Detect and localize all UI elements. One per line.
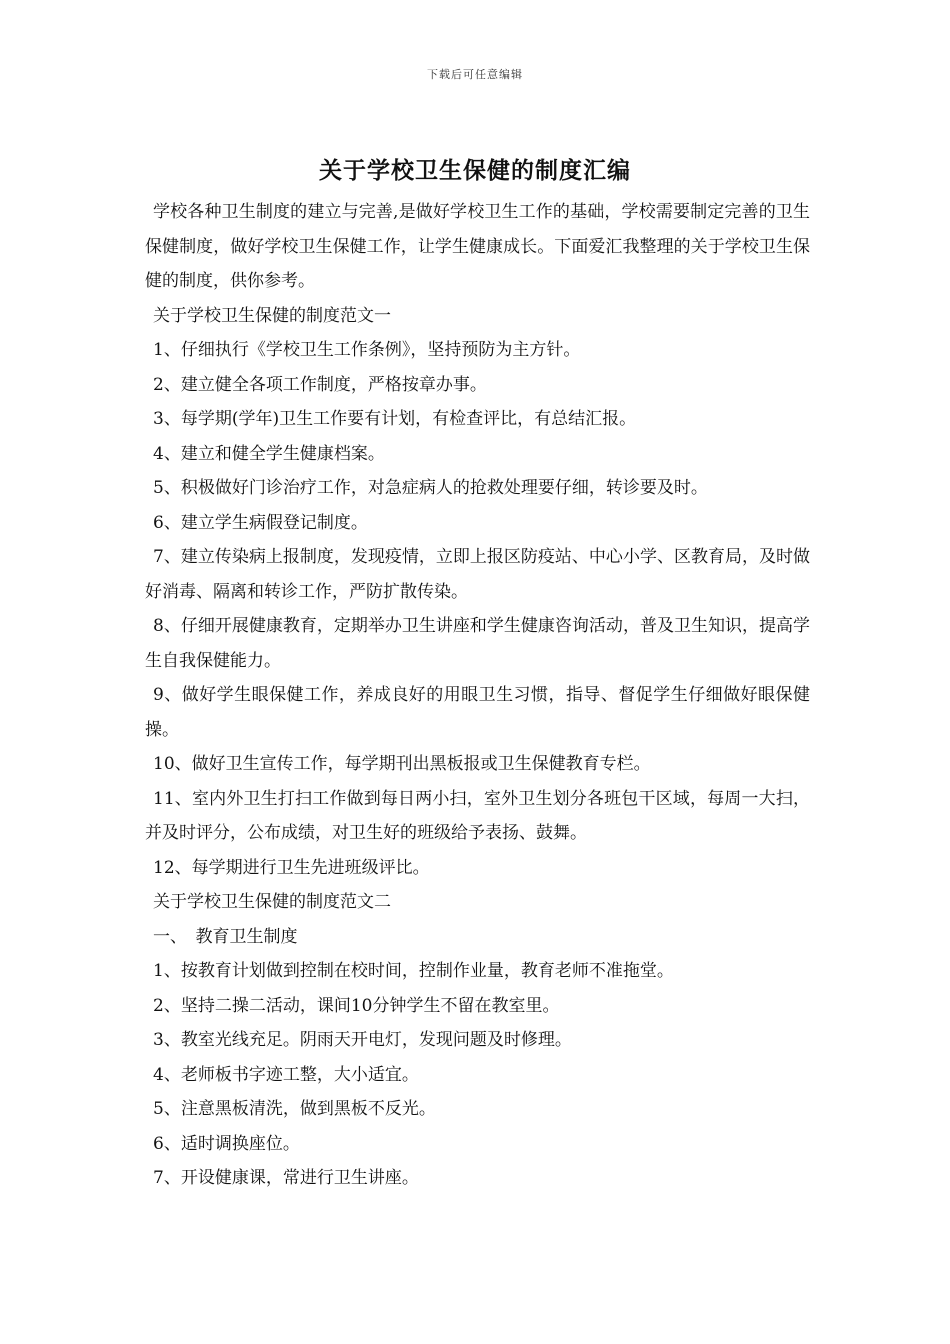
list-item: 7、开设健康课，常进行卫生讲座。 [153, 1168, 419, 1188]
intro-paragraph: 学校各种卫生制度的建立与完善,是做好学校卫生工作的基础，学校需要制定完善的卫生保健制度，做好学校卫生保健工作，让学生健康成长。下面爱汇我整理的关于学校卫生保健的制度，供你参考。 [145, 202, 810, 291]
list-item: 3、每学期(学年)卫生工作要有计划，有检查评比，有总结汇报。 [153, 409, 637, 429]
list-item: 7、建立传染病上报制度，发现疫情，立即上报区防疫站、中心小学、区教育局，及时做好消毒、隔离和转诊工作，严防扩散传染。 [145, 547, 810, 602]
list-item: 9、做好学生眼保健工作，养成良好的用眼卫生习惯，指导、督促学生仔细做好眼保健操。 [145, 685, 810, 740]
list-item: 12、每学期进行卫生先进班级评比。 [153, 857, 430, 878]
list-item: 10、做好卫生宣传工作，每学期刊出黑板报或卫生保健教育专栏。 [153, 754, 651, 774]
list-item: 4、老师板书字迹工整，大小适宜。 [153, 1064, 419, 1085]
list-item: 6、适时调换座位。 [153, 1133, 300, 1154]
list-item: 1、仔细执行《学校卫生工作条例》，坚持预防为主方针。 [153, 340, 581, 360]
list-item: 4、建立和健全学生健康档案。 [153, 443, 385, 464]
section-heading-1: 关于学校卫生保健的制度范文一 [153, 305, 391, 326]
document-title: 关于学校卫生保健的制度汇编 [319, 157, 631, 184]
list-item: 11、室内外卫生打扫工作做到每日两小扫，室外卫生划分各班包干区域，每周一大扫，并及时评分，公布成绩，对卫生好的班级给予表扬、鼓舞。 [145, 788, 810, 843]
list-item: 5、积极做好门诊治疗工作，对急症病人的抢救处理要仔细，转诊要及时。 [153, 478, 708, 498]
list-item: 8、仔细开展健康教育，定期举办卫生讲座和学生健康咨询活动，普及卫生知识，提高学生自我保健能力。 [145, 616, 810, 671]
list-item: 6、建立学生病假登记制度。 [153, 512, 368, 533]
header-note: 下载后可任意编辑 [427, 68, 523, 81]
list-item: 2、坚持二操二活动，课间10分钟学生不留在教室里。 [153, 995, 560, 1016]
list-item: 2、建立健全各项工作制度，严格按章办事。 [153, 374, 487, 395]
list-item: 1、按教育计划做到控制在校时间，控制作业量，教育老师不准拖堂。 [153, 961, 674, 981]
list-item: 3、教室光线充足。阴雨天开电灯，发现问题及时修理。 [153, 1030, 572, 1050]
section-heading-2: 关于学校卫生保健的制度范文二 [153, 892, 391, 912]
list-item: 5、注意黑板清洗，做到黑板不反光。 [153, 1099, 436, 1119]
subsection-heading: 一、 教育卫生制度 [153, 926, 298, 947]
document-body [145, 195, 810, 1196]
